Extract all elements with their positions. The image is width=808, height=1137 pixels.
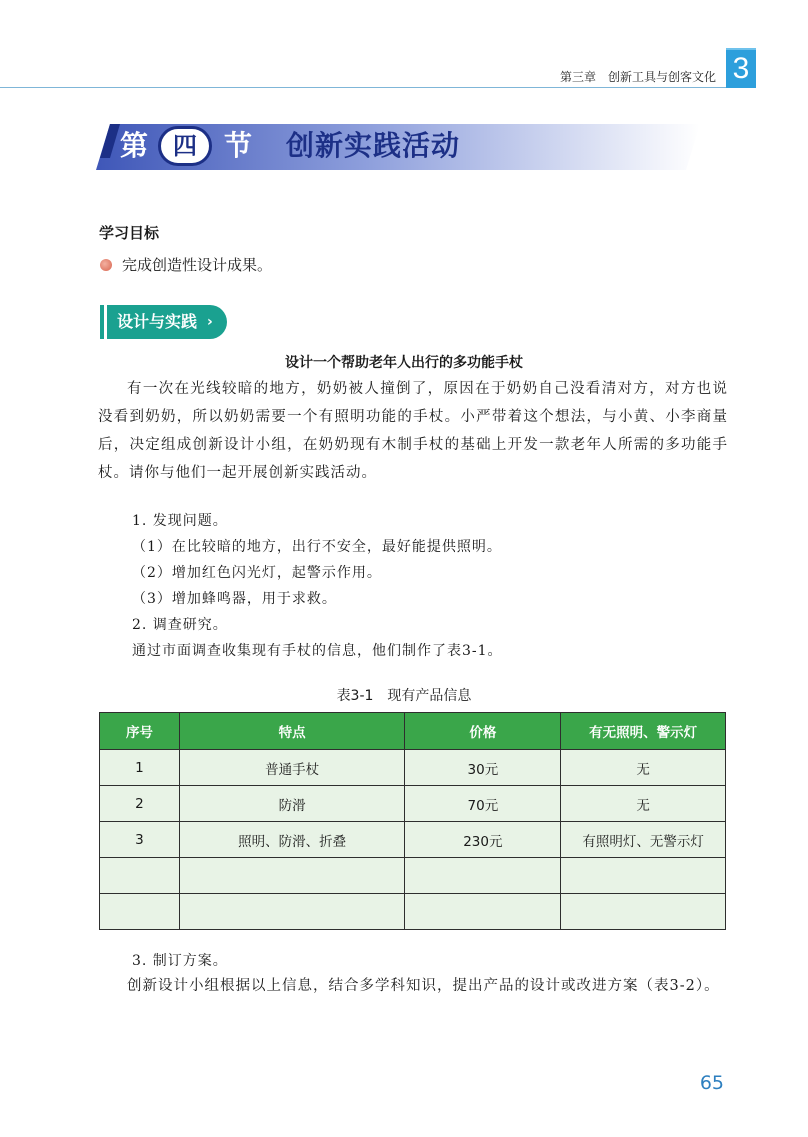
task-paragraph-text: 有一次在光线较暗的地方，奶奶被人撞倒了，原因在于奶奶自己没看清对方，对方也说没看到奶奶，所以奶奶需要一个有照明功能的手杖。小严带着这个想法，与小黄、小李商量后，决定组成创新设计小组，在奶奶现有木制手杖的基础上开发一款老年人所需的多功能手杖。请你与他们一起开展创新实践活动。 bbox=[98, 381, 728, 481]
section-char-jie: 节 bbox=[224, 129, 253, 162]
table-row bbox=[100, 822, 726, 858]
table-row bbox=[100, 894, 726, 930]
section-number: 四 bbox=[158, 126, 212, 166]
section-title: 创新实践活动 bbox=[286, 129, 461, 162]
section-banner bbox=[96, 122, 700, 172]
chapter-header: 第三章 创新工具与创客文化 bbox=[559, 70, 716, 84]
step-line: 1. 发现问题。 bbox=[132, 513, 228, 529]
task-paragraph bbox=[98, 375, 728, 487]
table-cell bbox=[100, 858, 180, 894]
table-cell: 照明、防滑、折叠 bbox=[179, 822, 405, 858]
table-header-cell: 有无照明、警示灯 bbox=[561, 713, 726, 750]
chevron-right-icon: › bbox=[207, 314, 213, 330]
table-row bbox=[100, 858, 726, 894]
table-header-cell: 序号 bbox=[100, 713, 180, 750]
table-cell: 有照明灯、无警示灯 bbox=[561, 822, 726, 858]
header-rule bbox=[0, 87, 726, 88]
product-info-table bbox=[99, 712, 726, 930]
table-row bbox=[100, 786, 726, 822]
table-cell bbox=[100, 894, 180, 930]
chapter-number-badge: 3 bbox=[726, 50, 756, 88]
steps-list bbox=[132, 508, 503, 664]
tag-label: 设计与实践 bbox=[117, 312, 198, 331]
table-header-row bbox=[100, 713, 726, 750]
step3-block bbox=[132, 948, 228, 974]
step-line: （3）增加蜂鸣器，用于求救。 bbox=[132, 591, 337, 607]
section-char-di: 第 bbox=[120, 129, 149, 162]
table-row bbox=[100, 750, 726, 786]
table-cell: 30元 bbox=[405, 750, 561, 786]
table-cell: 3 bbox=[100, 822, 180, 858]
learning-goal-text: 完成创造性设计成果。 bbox=[122, 256, 273, 274]
task-title: 设计一个帮助老年人出行的多功能手杖 bbox=[285, 355, 523, 371]
step-line: 2. 调查研究。 bbox=[132, 617, 228, 633]
table-cell: 230元 bbox=[405, 822, 561, 858]
table-cell: 无 bbox=[561, 786, 726, 822]
design-practice-tag bbox=[100, 305, 227, 339]
step-line: （1）在比较暗的地方，出行不安全，最好能提供照明。 bbox=[132, 539, 502, 555]
table-cell: 防滑 bbox=[179, 786, 405, 822]
table-header-cell: 价格 bbox=[405, 713, 561, 750]
tag-bar bbox=[100, 305, 104, 339]
table-cell: 2 bbox=[100, 786, 180, 822]
learning-goals-title: 学习目标 bbox=[99, 224, 160, 242]
table-cell: 1 bbox=[100, 750, 180, 786]
step-line: （2）增加红色闪光灯，起警示作用。 bbox=[132, 565, 382, 581]
page-number: 65 bbox=[699, 1072, 724, 1094]
survey-line: 通过市面调查收集现有手杖的信息，他们制作了表3-1。 bbox=[132, 643, 503, 659]
learning-goal-item bbox=[100, 254, 272, 275]
table-cell: 普通手杖 bbox=[179, 750, 405, 786]
plan-paragraph bbox=[98, 972, 728, 1000]
step-line: 3. 制订方案。 bbox=[132, 953, 228, 969]
table-cell bbox=[179, 858, 405, 894]
table-header-cell: 特点 bbox=[179, 713, 405, 750]
plan-paragraph-text: 创新设计小组根据以上信息，结合多学科知识，提出产品的设计或改进方案（表3-2）。 bbox=[127, 978, 720, 994]
tag-body bbox=[107, 305, 227, 339]
table-cell: 70元 bbox=[405, 786, 561, 822]
bullet-dot-icon bbox=[100, 259, 112, 271]
table-cell: 无 bbox=[561, 750, 726, 786]
table-cell bbox=[179, 894, 405, 930]
table-cell bbox=[405, 858, 561, 894]
table-cell bbox=[561, 858, 726, 894]
table-cell bbox=[405, 894, 561, 930]
table-cell bbox=[561, 894, 726, 930]
table-caption: 表3-1 现有产品信息 bbox=[336, 688, 472, 704]
